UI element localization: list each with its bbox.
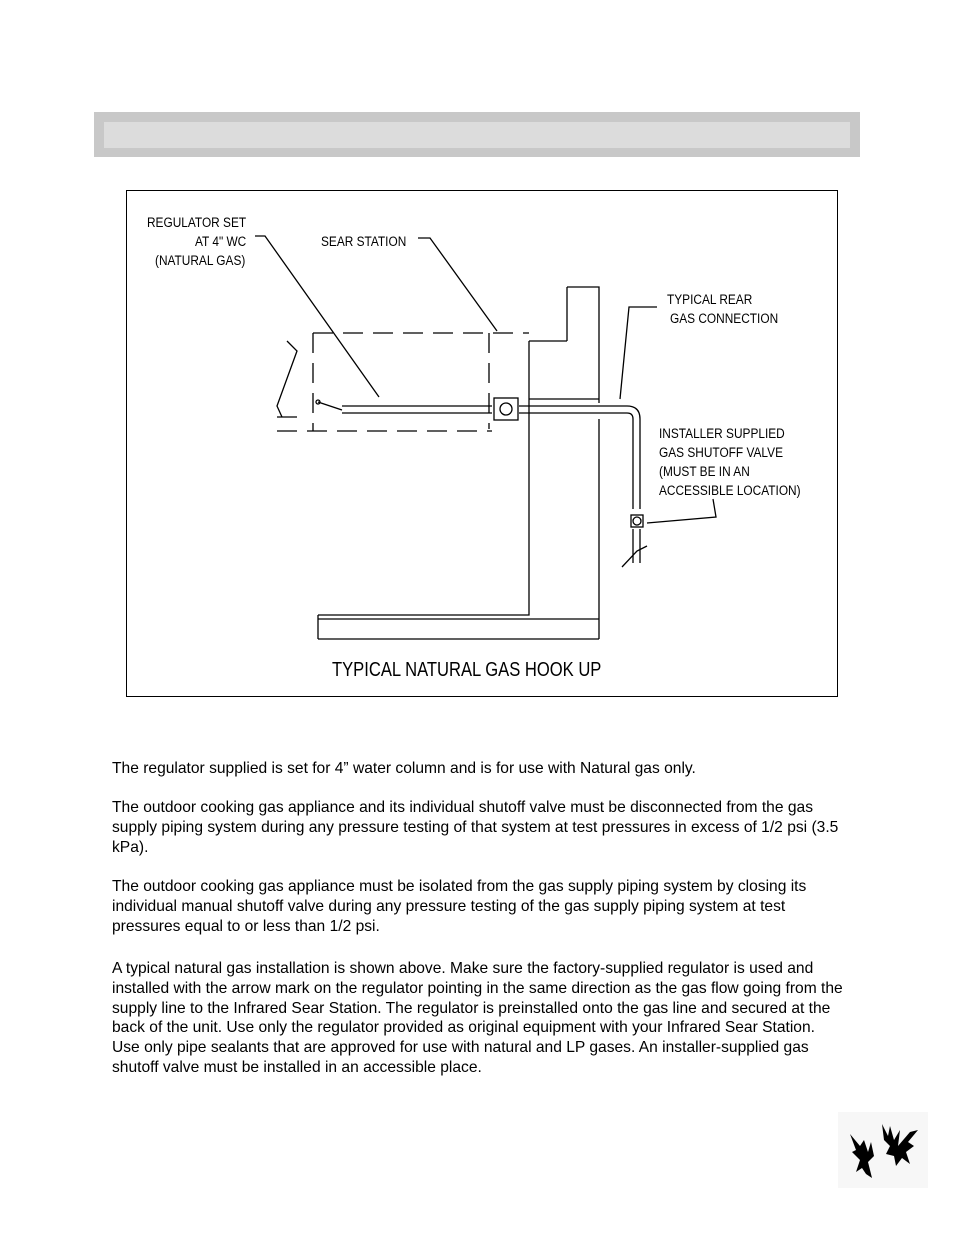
paragraph-installation-notes	[112, 959, 847, 1078]
paragraph-text: A typical natural gas installation is shown above. Make sure the factory-supplied regulator is used and installed with the arrow mark on the regulator pointing in the same direction as the gas flow going from the supply line to the Infrared Sear Station. The regulator is preinstalled onto the gas line and secured at the back of the unit. Use only the regulator provided as original equipment with your Infrared Sear Station. Use only pipe sealants that are approved for use with natural and LP gases. An installer-supplied gas shutoff valve must be installed in an accessible place.	[112, 960, 843, 1076]
section-header-inner	[104, 122, 850, 148]
paragraph-text: The outdoor cooking gas appliance and its individual shutoff valve must be disconnected from the gas supply piping system during any pressure testing of that system at test pressures in excess of 1/2 psi (3.5 kPa).	[112, 799, 839, 856]
label-valve-line4: ACCESSIBLE LOCATION)	[659, 482, 801, 499]
paragraph-text: The regulator supplied is set for 4” water column and is for use with Natural gas only.	[112, 760, 696, 777]
label-regulator-line3: (NATURAL GAS)	[155, 252, 246, 269]
leader-sear-station	[418, 238, 497, 331]
label-sear-station: SEAR STATION	[321, 233, 407, 250]
label-regulator-line1: REGULATOR SET	[147, 214, 247, 231]
diagram-drawing	[127, 191, 839, 698]
label-valve-line1: INSTALLER SUPPLIED	[659, 425, 785, 442]
label-regulator-line2: AT 4" WC	[195, 233, 247, 250]
counter-bottom-outline	[318, 421, 529, 615]
left-break-line	[277, 341, 297, 417]
paragraph-pressure-test-disconnect	[112, 798, 847, 857]
label-rear-line2: GAS CONNECTION	[670, 310, 779, 327]
label-rear-line1: TYPICAL REAR	[667, 291, 753, 308]
paragraph-text: The outdoor cooking gas appliance must be isolated from the gas supply piping system by closing its individual manual shutoff valve during any pressure testing of the gas supply piping system at test pressures equal to or less than 1/2 psi.	[112, 878, 807, 935]
diagram-title: TYPICAL NATURAL GAS HOOK UP	[332, 657, 602, 681]
paragraph-regulator-setting	[112, 759, 847, 779]
counter-top-outline	[567, 287, 599, 403]
leader-valve	[647, 499, 716, 523]
gas-hookup-diagram	[126, 190, 838, 697]
paragraph-pressure-test-isolate	[112, 877, 847, 936]
eagle-logo-icon	[838, 1112, 928, 1188]
section-header-bar	[94, 112, 860, 157]
label-valve-line2: GAS SHUTOFF VALVE	[659, 444, 783, 461]
regulator-block	[494, 398, 518, 420]
label-valve-line3: (MUST BE IN AN	[659, 463, 750, 480]
sear-station-dashed-outline	[277, 333, 529, 431]
leader-regulator	[255, 236, 379, 397]
leader-rear-connection	[620, 307, 657, 399]
pipe-elbow	[627, 406, 640, 509]
